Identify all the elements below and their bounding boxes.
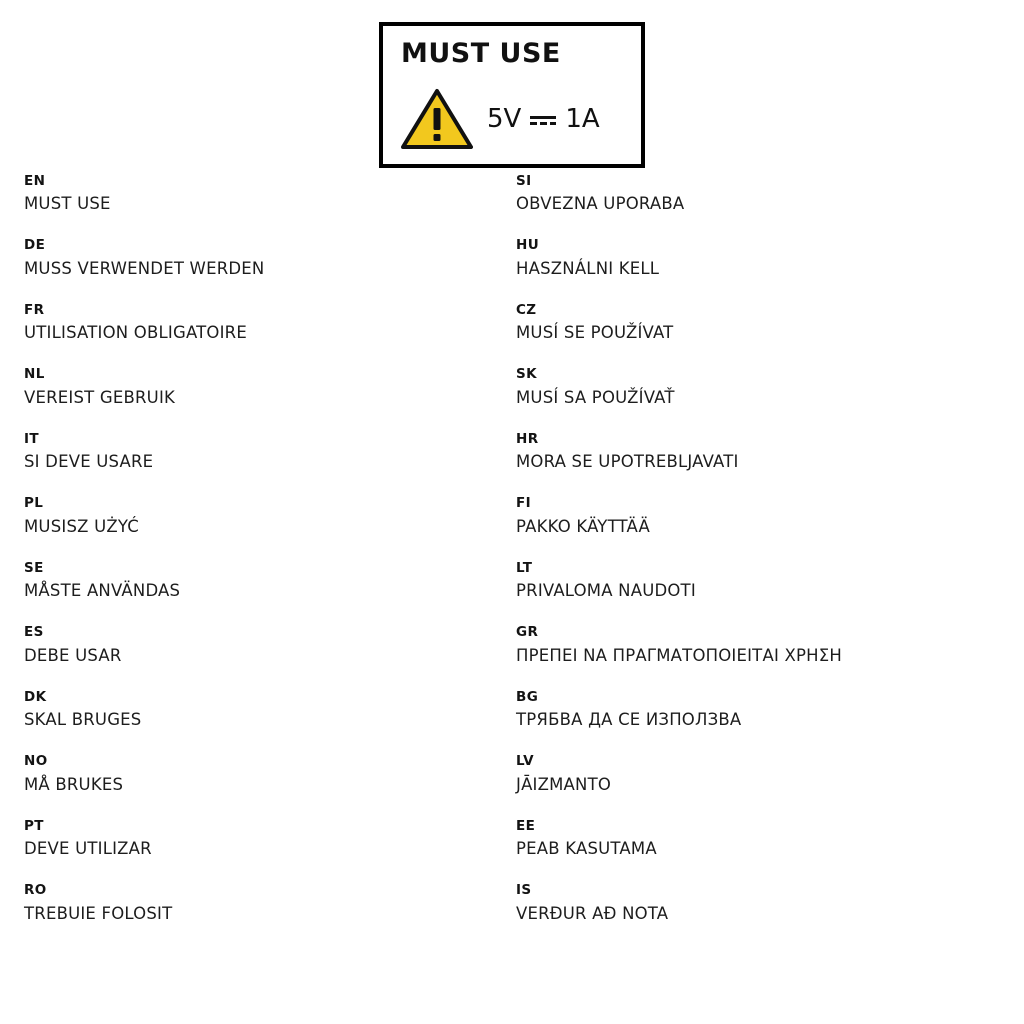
language-code: ES <box>24 624 44 641</box>
language-code: SK <box>516 366 537 383</box>
language-text: MORA SE UPOTREBLJAVATI <box>516 452 739 472</box>
voltage-value: 5V <box>487 104 522 134</box>
list-item <box>516 688 1024 731</box>
language-code: PT <box>24 817 44 834</box>
language-code: DE <box>24 237 46 254</box>
language-code: NL <box>24 366 45 383</box>
language-code: FI <box>516 495 532 512</box>
warning-title: MUST USE <box>401 38 561 69</box>
language-text: JĀIZMANTO <box>516 774 612 794</box>
language-text: PEAB KASUTAMA <box>516 839 657 859</box>
language-text: MÅSTE ANVÄNDAS <box>24 581 181 601</box>
language-code: BG <box>516 688 539 705</box>
list-item <box>516 817 1024 860</box>
language-text: ΠΡΕΠΕΙ ΝΑ ΠΡΑΓΜΑΤΟΠΟΙΕΙΤΑΙ ΧΡΗΣΗ <box>516 645 842 665</box>
language-text: MUSS VERWENDET WERDEN <box>24 258 265 278</box>
language-text: UTILISATION OBLIGATOIRE <box>24 323 247 343</box>
list-item <box>516 881 1024 924</box>
language-text: MÅ BRUKES <box>24 774 124 794</box>
language-code: EE <box>516 817 536 834</box>
language-code: CZ <box>516 301 537 318</box>
language-text: MUSÍ SE POUŽÍVAT <box>516 323 674 343</box>
language-text: PRIVALOMA NAUDOTI <box>516 581 696 601</box>
language-code: HR <box>516 430 539 447</box>
list-item <box>516 559 1024 602</box>
language-text: VERÐUR AÐ NOTA <box>516 903 669 923</box>
language-text: TREBUIE FOLOSIT <box>24 903 173 923</box>
warning-triangle-icon <box>401 88 473 150</box>
warning-panel <box>379 22 645 168</box>
current-value: 1A <box>565 104 600 134</box>
language-text: SI DEVE USARE <box>24 452 154 472</box>
language-code: GR <box>516 624 539 641</box>
language-text: PAKKO KÄYTTÄÄ <box>516 516 650 536</box>
language-text: DEVE UTILIZAR <box>24 839 152 859</box>
language-code: DK <box>24 688 47 705</box>
language-column-right <box>0 172 1024 946</box>
list-item <box>516 301 1024 344</box>
language-code: SE <box>24 559 44 576</box>
language-code: EN <box>24 173 46 189</box>
list-item <box>516 623 1024 666</box>
language-code: LT <box>516 559 533 576</box>
language-text: ТРЯБВА ДА СЕ ИЗПОЛЗВА <box>516 710 742 730</box>
language-text: MUSISZ UŻYĆ <box>24 516 139 536</box>
language-text: VEREIST GEBRUIK <box>24 387 176 407</box>
language-list <box>0 172 1024 946</box>
list-item <box>516 172 1024 215</box>
language-code: RO <box>24 882 47 899</box>
language-code: SI <box>516 173 532 189</box>
dc-current-icon <box>530 114 556 125</box>
list-item <box>516 752 1024 795</box>
list-item <box>516 236 1024 279</box>
warning-rating-row <box>401 88 600 150</box>
power-rating <box>487 104 600 134</box>
list-item <box>516 430 1024 473</box>
language-code: LV <box>516 753 534 770</box>
language-text: DEBE USAR <box>24 645 122 665</box>
language-code: HU <box>516 237 540 254</box>
language-code: NO <box>24 753 48 770</box>
list-item <box>516 365 1024 408</box>
language-code: IT <box>24 430 40 447</box>
list-item <box>516 494 1024 537</box>
language-text: OBVEZNA UPORABA <box>516 194 685 214</box>
language-text: HASZNÁLNI KELL <box>516 258 660 278</box>
language-code: PL <box>24 495 44 512</box>
language-text: MUST USE <box>24 194 111 214</box>
language-text: MUSÍ SA POUŽÍVAŤ <box>516 387 675 407</box>
language-code: IS <box>516 882 532 899</box>
language-text: SKAL BRUGES <box>24 710 142 730</box>
language-code: FR <box>24 301 45 318</box>
